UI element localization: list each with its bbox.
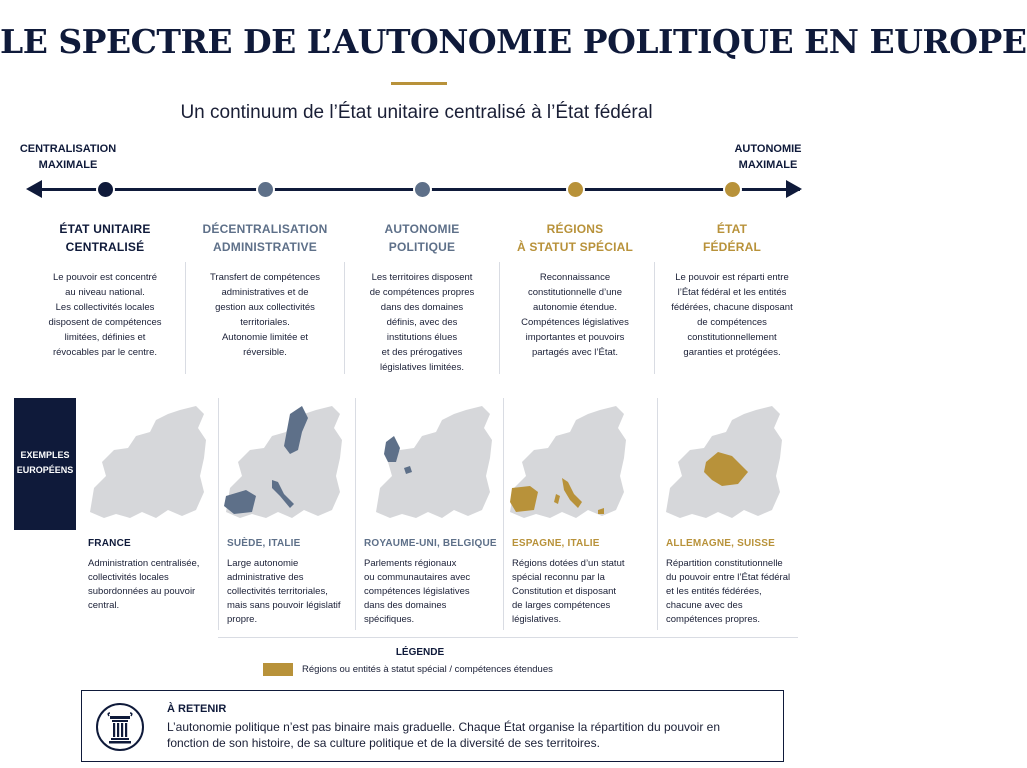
examples-label [14,398,76,530]
stage-description-line: constitutionnellement [687,332,777,343]
example-description-line: mais sans pouvoir législatif [227,600,341,611]
spectrum-dot-3 [413,180,432,199]
example-description [227,557,365,627]
stage-title-line: FÉDÉRAL [702,240,762,254]
example-description-line: Répartition constitutionnelle [666,558,783,569]
stage-description [190,270,340,360]
example-description-line: central. [88,600,120,611]
stage-description-line: Transfert de compétences [209,272,320,283]
example-description-line: spécial reconnu par la [512,572,605,583]
europe-map [500,392,628,524]
europe-base-shape [90,406,206,518]
example-description-line: du pouvoir entre l’État fédéral [666,572,791,583]
stage-description-line: garanties et protégées. [683,347,781,358]
axis-left-label [18,141,118,173]
example-country-name: ROYAUME-UNI, BELGIQUE [364,538,497,549]
stage-title-line: CENTRALISÉ [65,240,145,254]
europe-map-svg [656,392,784,524]
page-subtitle: Un continuum de l’État unitaire centralisé à l’État fédéral [180,102,653,123]
europe-map [366,392,494,524]
stage-description-line: Les territoires disposent [371,272,473,283]
stage-title [190,220,340,256]
stage-description-line: de compétences propres [369,287,475,298]
stage-title-line: À STATUT SPÉCIAL [516,240,634,254]
example-country-name: ESPAGNE, ITALIE [512,538,600,549]
legend-title: LÉGENDE [395,647,445,658]
stage-description-line: limitées, définies et [64,332,146,343]
stage-title [500,220,650,256]
stage-description-line: territoriales. [240,317,290,328]
key-takeaway-box [81,690,784,762]
stage-description-line: importantes et pouvoirs [525,332,625,343]
example-description-line: et les entités fédérées, [666,586,762,597]
example-description-line: collectivités locales [88,572,169,583]
stage-description-line: réversible. [243,347,287,358]
stage-description-line: définis, avec des [386,317,458,328]
example-country-name: SUÈDE, ITALIE [227,538,301,549]
arrow-right-icon [786,180,802,198]
column-separator [654,262,655,374]
example-country-name: FRANCE [88,538,131,549]
column-separator [355,398,356,630]
stage-title-line: ADMINISTRATIVE [213,240,317,254]
spectrum-dot-1 [96,180,115,199]
stage-description-line: Les collectivités locales [55,302,155,313]
column-separator [185,262,186,374]
legend-item-label: Régions ou entités à statut spécial / compétences étendues [302,664,553,675]
legend-swatch [263,663,293,676]
example-description-line: compétences législatives [364,586,470,597]
column-separator [499,262,500,374]
stage-description-line: Reconnaissance [539,272,611,283]
stage-description-line: Le pouvoir est concentré [52,272,158,283]
title-divider [391,82,447,85]
europe-map-svg [216,392,344,524]
stage-description-line: administratives et de [221,287,309,298]
example-description-line: Régions dotées d’un statut [512,558,625,569]
stage-description [30,270,180,360]
stage-description-line: dans des domaines [380,302,464,313]
example-description-line: collectivités territoriales, [227,586,328,597]
example-description-line: Large autonomie [227,558,299,569]
stage-description-line: révocables par le centre. [52,347,158,358]
stage-description-line: fédérées, chacune disposant [671,302,793,313]
example-description-line: ou communautaires avec [364,572,471,583]
europe-map-svg [80,392,208,524]
examples-label-line1: EXEMPLES [20,450,70,460]
example-description-line: subordonnées au pouvoir [88,586,196,597]
stage-description-line: Autonomie limitée et [221,332,309,343]
column-icon [96,703,144,751]
axis-left-label-line2: MAXIMALE [38,159,98,171]
stage-title-line: AUTONOMIE [384,222,460,236]
stage-description-line: gestion aux collectivités [215,302,315,313]
europe-map-svg [366,392,494,524]
example-description-line: Constitution et disposant [512,586,617,597]
column-separator [657,398,658,630]
stage-title-line: RÉGIONS [546,222,604,236]
stage-description-line: partagés avec l’État. [531,347,619,358]
stage-description-line: institutions élues [386,332,458,343]
example-description-line: compétences propres. [666,614,760,625]
example-description-line: Parlements régionaux [364,558,457,569]
example-description-line: chacune avec des [666,600,743,611]
example-description-line: propre. [227,614,258,625]
example-country-name: ALLEMAGNE, SUISSE [666,538,775,549]
stage-description-line: de compétences [697,317,767,328]
example-description-line: administrative des [227,572,304,583]
key-takeaway-text: L’autonomie politique n’est pas binaire mais graduelle. Chaque État organise la répartition du pouvoir en fonction de son histoire, de sa culture politique et de la diversité de ses territoires. [167,720,721,750]
stage-title [657,220,807,256]
example-description [666,557,804,627]
europe-map-svg [500,392,628,524]
example-description-line: spécifiques. [364,614,415,625]
stage-description-line: et des prérogatives [381,347,463,358]
legend-divider [218,637,798,638]
example-description [364,557,502,627]
spectrum-dot-5 [723,180,742,199]
column-separator [503,398,504,630]
page-title: LE SPECTRE DE L’AUTONOMIE POLITIQUE EN EUROPE [0,22,1027,61]
example-description [512,557,650,627]
stage-description-line: autonomie étendue. [533,302,617,313]
key-takeaway-title: À RETENIR [167,703,227,715]
column-separator [344,262,345,374]
example-description [88,557,226,613]
stage-description-line: au niveau national. [65,287,145,298]
stage-description [500,270,650,360]
europe-map [656,392,784,524]
column-separator [218,398,219,630]
europe-map [216,392,344,524]
examples-label-line2: EUROPÉENS [16,465,74,475]
axis-right-label-line1: AUTONOMIE [734,143,802,155]
stage-description-line: disposent de compétences [48,317,162,328]
axis-left-label-line1: CENTRALISATION [19,143,117,155]
stage-description [657,270,807,360]
europe-map [80,392,208,524]
axis-right-label [718,141,818,173]
highlighted-region [510,486,538,512]
stage-title-line: ÉTAT UNITAIRE [59,222,151,236]
example-description-line: Administration centralisée, [88,558,200,569]
stage-description-line: l’État fédéral et les entités [677,287,787,298]
axis-right-label-line2: MAXIMALE [738,159,798,171]
stage-title-line: ÉTAT [716,222,748,236]
spectrum-dot-4 [566,180,585,199]
stage-description-line: constitutionnelle d’une [527,287,622,298]
stage-description [347,270,497,375]
stage-title [30,220,180,256]
example-description-line: de larges compétences [512,600,611,611]
arrow-left-icon [26,180,42,198]
example-description-line: dans des domaines [364,600,447,611]
stage-title [347,220,497,256]
stage-title-line: POLITIQUE [388,240,456,254]
stage-description-line: Compétences législatives [521,317,629,328]
example-description-line: législatives. [512,614,562,625]
spectrum-dot-2 [256,180,275,199]
stage-description-line: législatives limitées. [380,362,464,373]
stage-description-line: Le pouvoir est réparti entre [675,272,789,283]
stage-title-line: DÉCENTRALISATION [202,222,328,236]
